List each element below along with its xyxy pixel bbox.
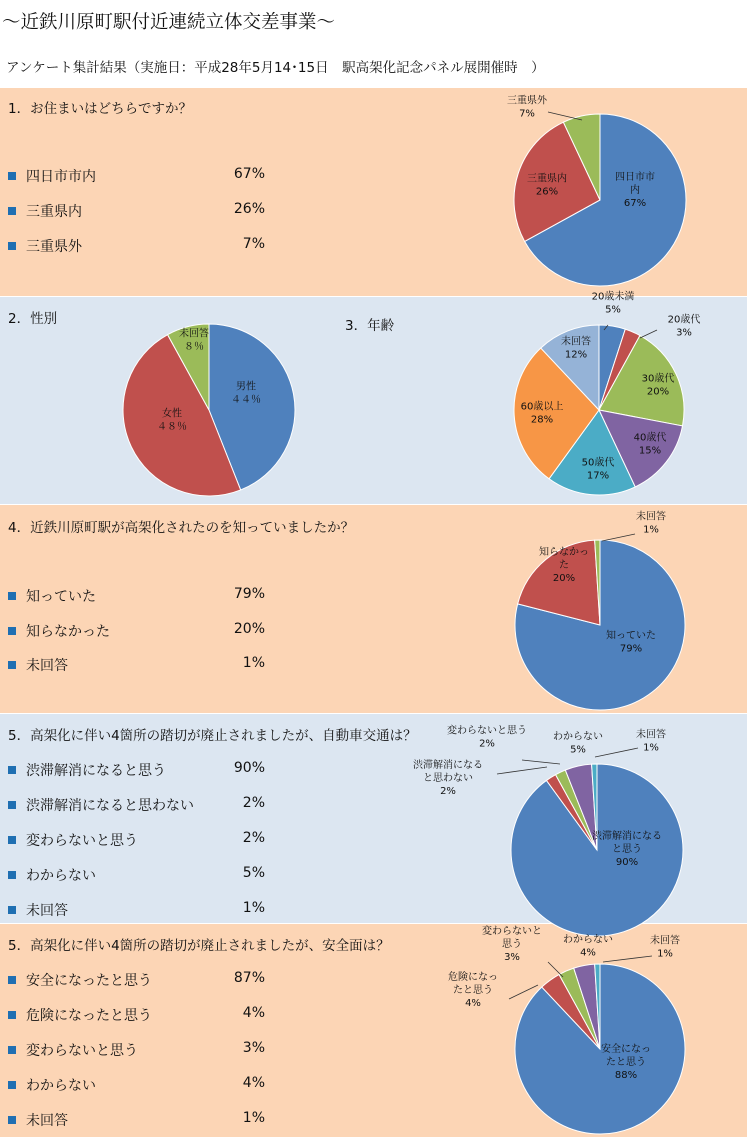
item-label: わからない <box>26 1078 96 1094</box>
item-label: 未回答 <box>26 1113 68 1129</box>
leader-line <box>595 748 638 757</box>
item-pct: 67% <box>233 166 265 182</box>
slice-label: 30歳代 <box>641 373 675 385</box>
item-label: 未回答 <box>26 903 68 919</box>
slice-pct-label: ４８％ <box>157 421 187 433</box>
slice-label: 50歳代 <box>581 457 615 469</box>
slice-label: 渋滞解消になる <box>592 831 662 842</box>
slice-pct-label: 20% <box>646 386 670 398</box>
slice-label: 未回答 <box>650 935 680 947</box>
slice-pct-label: 4% <box>580 947 596 959</box>
slice-label: 男性 <box>236 381 256 393</box>
pie-age <box>514 290 700 496</box>
item-pct: 2% <box>242 795 265 811</box>
slice-label: わからない <box>553 731 603 743</box>
item-pct: 4% <box>242 1075 265 1091</box>
q3-question: 3．年齢 <box>345 318 395 334</box>
item-label: 危険になったと思う <box>26 1008 152 1024</box>
slice-pct-label: 3% <box>676 327 692 339</box>
slice-label: 女性 <box>162 408 182 420</box>
slice-pct-label: 67% <box>623 198 647 209</box>
slice-pct-label: ４４％ <box>231 394 261 406</box>
item-pct: 87% <box>233 970 265 986</box>
leader-line <box>522 760 560 764</box>
slice-label: 知らなかっ <box>539 547 589 558</box>
slice-label: 未回答 <box>636 511 666 523</box>
slice-pct-label: 4% <box>465 998 481 1009</box>
slice-label: 四日市市 <box>615 172 655 183</box>
item-label: 知らなかった <box>26 624 110 640</box>
item-pct: 90% <box>233 760 265 776</box>
slice-label: 未回答 <box>636 729 666 741</box>
slice-label: 未回答 <box>179 328 209 340</box>
leader-line <box>548 112 582 120</box>
q2-question: 2．性別 <box>8 311 58 327</box>
item-label: わからない <box>26 868 96 884</box>
item-pct: 26% <box>233 201 265 217</box>
slice-pct-label: 12% <box>564 349 588 361</box>
slice-pct-label: 7% <box>519 108 535 120</box>
item-pct: 20% <box>233 621 265 637</box>
item-label: 四日市市内 <box>26 169 96 185</box>
q1-question: 1．お住まいはどちらですか？ <box>8 101 192 117</box>
item-label: 変わらないと思う <box>26 833 138 849</box>
slice-pct-label: 20% <box>552 573 576 584</box>
item-pct: 1% <box>242 1110 265 1126</box>
slice-label: 変わらないと思う <box>447 725 527 737</box>
item-label: 渋滞解消になると思う <box>26 763 166 779</box>
item-label: 渋滞解消になると思わない <box>26 798 194 814</box>
item-label: 未回答 <box>26 658 68 674</box>
item-pct: 7% <box>242 236 265 252</box>
q5b-question: 5．高架化に伴い4箇所の踏切が廃止されましたが、安全面は？ <box>8 938 390 954</box>
slice-pct-label: 15% <box>638 445 662 457</box>
slice-label: 内 <box>630 185 640 196</box>
slice-pct-label: ８％ <box>184 341 204 353</box>
slice-label: 変わらないと <box>482 926 542 937</box>
leader-line <box>603 956 652 962</box>
slice-label: 20歳未満 <box>591 291 635 303</box>
slice-label: 渋滞解消になる <box>413 760 483 771</box>
slice-pct-label: 2% <box>440 786 456 797</box>
item-pct: 2% <box>242 830 265 846</box>
q4-question: 4．近鉄川原町駅が高架化されたのを知っていましたか？ <box>8 520 355 536</box>
slice-pct-label: 1% <box>657 948 673 960</box>
leader-line <box>640 330 657 338</box>
slice-label: と思わない <box>423 773 473 784</box>
slice-label: 60歳以上 <box>520 401 564 413</box>
item-pct: 4% <box>242 1005 265 1021</box>
page-title: ～近鉄川原町駅付近連続立体交差事業～ <box>2 12 336 33</box>
item-pct: 1% <box>242 900 265 916</box>
slice-label: 安全になっ <box>601 1044 651 1055</box>
pie-residence <box>507 94 686 287</box>
item-pct: 3% <box>242 1040 265 1056</box>
slice-label: 20歳代 <box>667 314 701 326</box>
leader-line <box>548 962 563 977</box>
slice-pct-label: 28% <box>530 414 554 426</box>
slice-label: た <box>559 560 569 571</box>
item-pct: 5% <box>242 865 265 881</box>
item-pct: 79% <box>233 586 265 602</box>
q5a-question: 5．高架化に伴い4箇所の踏切が廃止されましたが、自動車交通は？ <box>8 728 417 744</box>
slice-pct-label: 90% <box>615 857 639 868</box>
slice-label: 未回答 <box>561 336 591 348</box>
slice-label: 思う <box>502 939 522 950</box>
slice-pct-label: 1% <box>643 742 659 754</box>
page-subtitle: アンケート集計結果（実施日：平成28年5月14･15日 駅高架化記念パネル展開催時 ） <box>6 60 545 76</box>
slice-pct-label: 17% <box>586 470 610 482</box>
item-label: 安全になったと思う <box>26 973 152 989</box>
slice-label: たと思う <box>453 985 493 996</box>
slice-pct-label: 79% <box>619 643 643 655</box>
slice-pct-label: 2% <box>479 738 495 750</box>
pie-traffic <box>413 724 683 937</box>
slice-pct-label: 1% <box>643 524 659 536</box>
slice-pct-label: 5% <box>605 304 621 316</box>
item-label: 知っていた <box>26 589 96 605</box>
slice-label: 40歳代 <box>633 432 667 444</box>
item-label: 三重県内 <box>26 204 82 220</box>
slice-pct-label: 3% <box>504 952 520 963</box>
slice-label: わからない <box>563 934 613 946</box>
slice-label: 三重県外 <box>507 95 547 107</box>
pie-aware <box>515 510 685 710</box>
slice-pct-label: 88% <box>614 1070 638 1081</box>
slice-label: たと思う <box>606 1057 646 1068</box>
leader-line <box>497 767 547 774</box>
slice-label: と思う <box>612 844 642 855</box>
item-pct: 1% <box>242 655 265 671</box>
pie-gender <box>123 324 295 496</box>
slice-label: 知っていた <box>606 630 656 642</box>
slice-pct-label: 26% <box>535 186 559 198</box>
pie-safety <box>448 924 685 1134</box>
item-label: 三重県外 <box>26 239 82 255</box>
item-label: 変わらないと思う <box>26 1043 138 1059</box>
slice-pct-label: 5% <box>570 744 586 756</box>
slice-label: 危険になっ <box>448 972 498 983</box>
slice-label: 三重県内 <box>527 173 567 185</box>
leader-line <box>602 534 635 541</box>
